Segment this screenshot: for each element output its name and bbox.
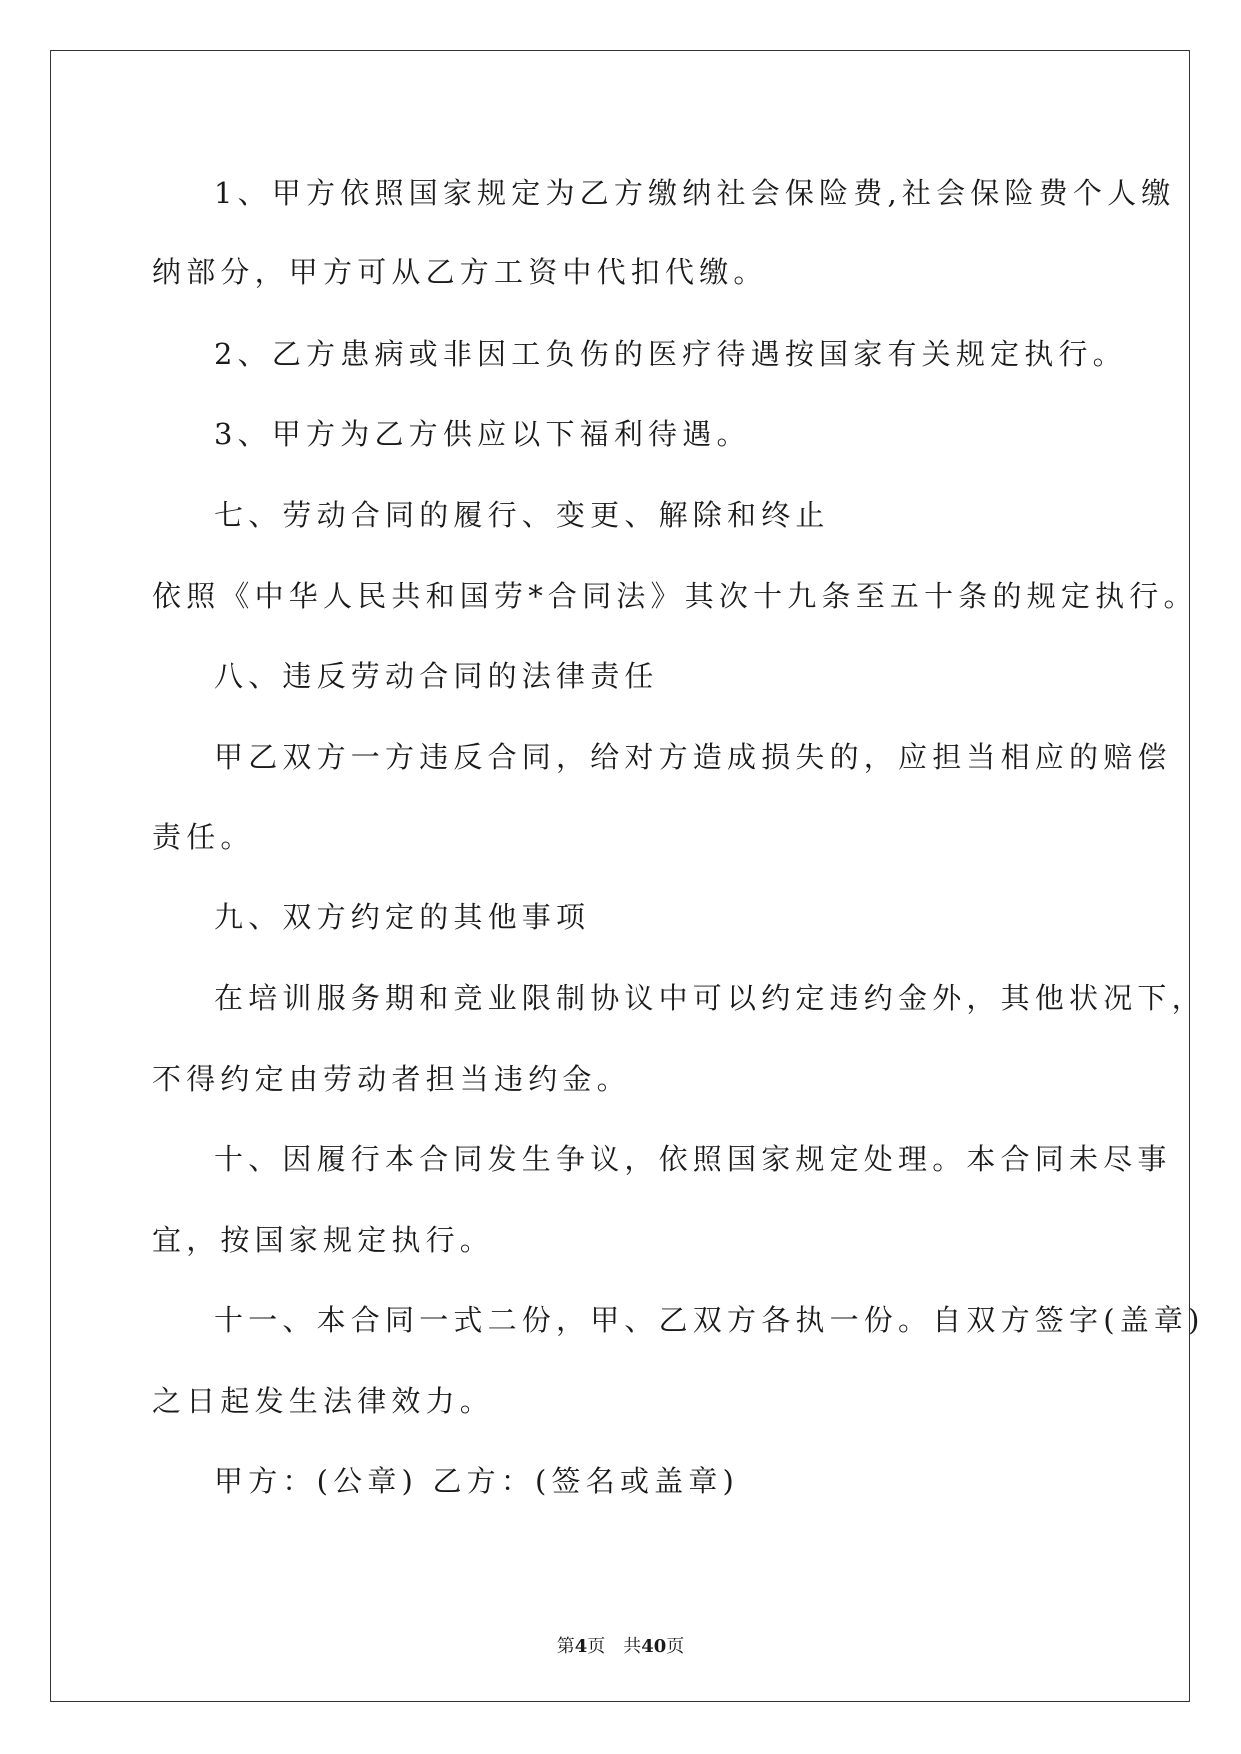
section-heading-7: 七、劳动合同的履行、变更、解除和终止 <box>214 498 830 532</box>
paragraph-line: 甲乙双方一方违反合同，给对方造成损失的，应担当相应的赔偿 <box>214 740 1172 774</box>
paragraph-line: 之日起发生法律效力。 <box>152 1384 495 1418</box>
paragraph-line: 十、因履行本合同发生争议，依照国家规定处理。本合同未尽事 <box>214 1142 1172 1176</box>
footer-total-suffix: 页 <box>666 1636 685 1657</box>
paragraph-line: 责任。 <box>152 820 255 854</box>
paragraph-line: 纳部分，甲方可从乙方工资中代扣代缴。 <box>152 255 768 289</box>
footer-total-pages: 40 <box>641 1636 667 1657</box>
page-border <box>50 50 1190 1702</box>
page-footer <box>0 1632 1241 1658</box>
paragraph-line: 1、甲方依照国家规定为乙方缴纳社会保险费,社会保险费个人缴 <box>214 176 1176 210</box>
signature-line: 甲方：(公章) 乙方：(签名或盖章) <box>214 1464 740 1498</box>
paragraph-line: 在培训服务期和竞业限制协议中可以约定违约金外，其他状况下， <box>214 981 1206 1015</box>
paragraph-line: 宜，按国家规定执行。 <box>152 1223 495 1257</box>
footer-page-number: 4 <box>574 1636 588 1657</box>
paragraph-line: 十一、本合同一式二份，甲、乙双方各执一份。自双方签字(盖章) <box>214 1303 1205 1337</box>
section-heading-9: 九、双方约定的其他事项 <box>214 900 591 934</box>
paragraph-line: 2、乙方患病或非因工负伤的医疗待遇按国家有关规定执行。 <box>214 337 1127 371</box>
footer-page-prefix: 第 <box>556 1636 575 1657</box>
footer-total-prefix: 共 <box>623 1636 642 1657</box>
section-heading-8: 八、违反劳动合同的法律责任 <box>214 659 659 693</box>
footer-page-suffix: 页 <box>587 1636 606 1657</box>
paragraph-line: 依照《中华人民共和国劳*合同法》其次十九条至五十条的规定执行。 <box>152 579 1198 613</box>
paragraph-line: 不得约定由劳动者担当违约金。 <box>152 1062 631 1096</box>
paragraph-line: 3、甲方为乙方供应以下福利待遇。 <box>214 417 751 451</box>
